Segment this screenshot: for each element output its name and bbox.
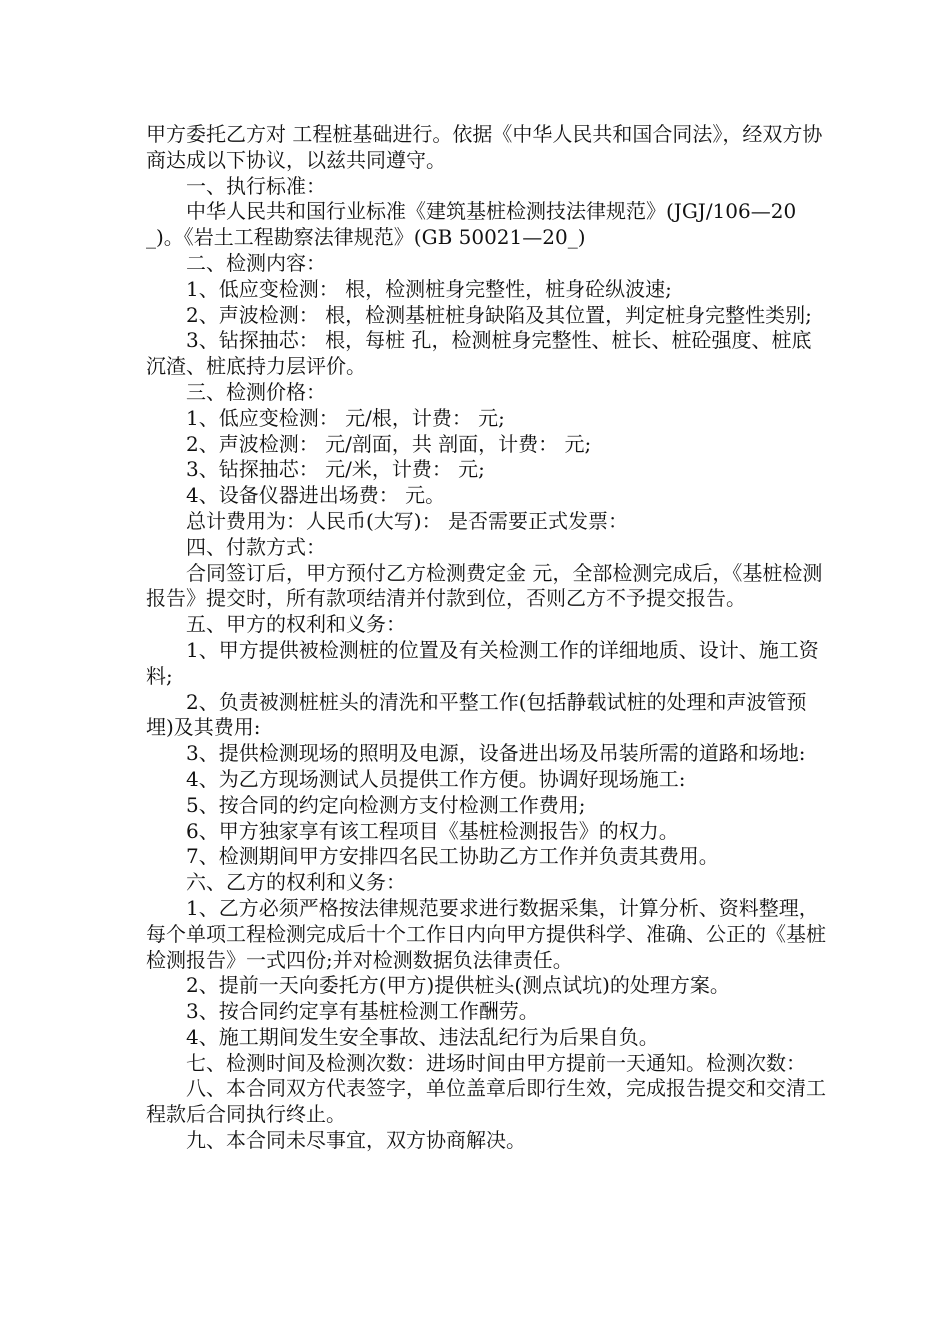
section-3-item-2: 2、声波检测： 元/剖面，共 剖面，计费： 元;: [186, 431, 592, 456]
section-6-item-2: 2、提前一天向委托方(甲方)提供桩头(测点试坑)的处理方案。: [186, 973, 730, 998]
section-6-heading: 六、乙方的权利和义务：: [186, 870, 406, 895]
section-8-text: 八、本合同双方代表签字，单位盖章后即行生效，完成报告提交和交清工程款后合同执行终止。: [146, 1076, 826, 1127]
section-3-item-4: 4、设备仪器进出场费： 元。: [186, 483, 446, 508]
section-2-heading: 二、检测内容：: [186, 250, 326, 275]
intro-paragraph: 甲方委托乙方对 工程桩基础进行。依据《中华人民共和国合同法》，经双方协商达成以下协议，以兹共同遵守。: [146, 122, 823, 172]
section-4-text: 合同签订后，甲方预付乙方检测费定金 元，全部检测完成后，《基桩检测报告》提交时，所有款项结清并付款到位，否则乙方不予提交报告。: [146, 560, 823, 611]
section-5-item-6: 6、甲方独家享有该工程项目《基桩检测报告》的权力。: [186, 818, 679, 843]
section-1-heading: 一、执行标准：: [186, 173, 326, 198]
section-3-item-3: 3、钻探抽芯： 元/米，计费： 元;: [186, 457, 485, 482]
section-6-item-1: 1、乙方必须严格按法律规范要求进行数据采集，计算分析、资料整理，每个单项工程检测完成后十个工作日内向甲方提供科学、准确、公正的《基桩检测报告》一式四份;并对检测数据负法律责任。: [146, 895, 826, 972]
section-7-text: 七、检测时间及检测次数：进场时间由甲方提前一天通知。检测次数：: [186, 1050, 806, 1075]
section-2-item-1: 1、低应变检测： 根，检测桩身完整性，桩身砼纵波速;: [186, 276, 672, 301]
section-5-item-2: 2、负责被测桩桩头的清洗和平整工作(包括静载试桩的处理和声波管预埋)及其费用:: [146, 689, 807, 740]
section-9-text: 九、本合同未尽事宜，双方协商解决。: [186, 1128, 526, 1153]
document-body: [146, 122, 826, 1154]
section-6-item-4: 4、施工期间发生安全事故、违法乱纪行为后果自负。: [186, 1024, 659, 1049]
section-5-heading: 五、甲方的权利和义务：: [186, 612, 406, 637]
section-1-text: 中华人民共和国行业标准《建筑基桩检测技法律规范》(JGJ/106—20_)。《岩土工程勘察法律规范》(GB 50021—20_): [146, 199, 797, 250]
section-3-heading: 三、检测价格：: [186, 379, 326, 404]
section-2-item-2: 2、声波检测： 根，检测基桩桩身缺陷及其位置，判定桩身完整性类别;: [186, 302, 812, 327]
section-4-heading: 四、付款方式：: [186, 534, 326, 559]
section-3-item-1: 1、低应变检测： 元/根，计费： 元;: [186, 405, 505, 430]
section-5-item-4: 4、为乙方现场测试人员提供工作方便。协调好现场施工:: [186, 766, 686, 791]
section-5-item-1: 1、甲方提供被检测桩的位置及有关检测工作的详细地质、设计、施工资料;: [146, 637, 819, 688]
section-5-item-5: 5、按合同的约定向检测方支付检测工作费用;: [186, 792, 586, 817]
section-2-item-3: 3、钻探抽芯： 根，每桩 孔，检测桩身完整性、桩长、桩砼强度、桩底沉渣、桩底持力层评价。: [146, 328, 812, 379]
section-5-item-7: 7、检测期间甲方安排四名民工协助乙方工作并负责其费用。: [186, 844, 719, 869]
section-6-item-3: 3、按合同约定享有基桩检测工作酬劳。: [186, 999, 539, 1024]
section-5-item-3: 3、提供检测现场的照明及电源，设备进出场及吊装所需的道路和场地:: [186, 741, 806, 766]
section-3-total: 总计费用为：人民币(大写)： 是否需要正式发票：: [186, 508, 628, 533]
